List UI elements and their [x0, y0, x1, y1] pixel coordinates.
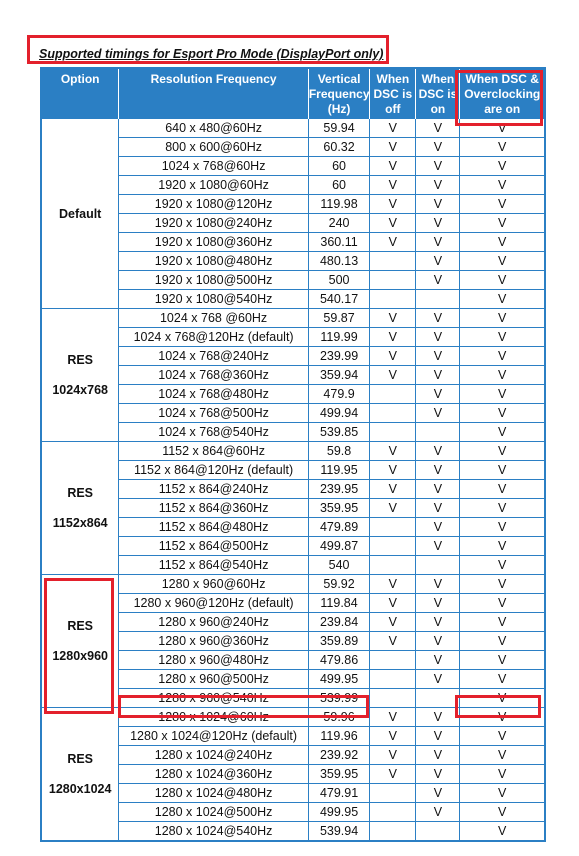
- resolution-cell: 1024 x 768@480Hz: [119, 385, 309, 404]
- vertical-frequency-cell: 59.87: [308, 309, 369, 328]
- table-caption: Supported timings for Esport Pro Mode (DisplayPort only): [39, 47, 384, 61]
- dsc-overclocking-cell: V: [460, 423, 545, 442]
- dsc-off-cell: [370, 404, 416, 423]
- dsc-overclocking-cell: V: [460, 157, 545, 176]
- vertical-frequency-cell: 500: [308, 271, 369, 290]
- dsc-off-cell: [370, 670, 416, 689]
- dsc-overclocking-cell: V: [460, 746, 545, 765]
- option-group-cell: [41, 708, 119, 842]
- dsc-overclocking-cell: V: [460, 214, 545, 233]
- dsc-overclocking-cell: V: [460, 119, 545, 138]
- vertical-frequency-cell: 239.95: [308, 480, 369, 499]
- vertical-frequency-cell: 480.13: [308, 252, 369, 271]
- dsc-off-cell: V: [370, 347, 416, 366]
- dsc-overclocking-cell: V: [460, 290, 545, 309]
- vertical-frequency-cell: 239.84: [308, 613, 369, 632]
- resolution-cell: 1280 x 960@500Hz: [119, 670, 309, 689]
- vertical-frequency-cell: 359.89: [308, 632, 369, 651]
- dsc-on-cell: V: [416, 708, 460, 727]
- dsc-overclocking-cell: V: [460, 233, 545, 252]
- dsc-on-cell: V: [416, 404, 460, 423]
- dsc-overclocking-cell: V: [460, 366, 545, 385]
- option-group-label: 1280x960: [52, 649, 108, 663]
- resolution-cell: 1280 x 960@540Hz: [119, 689, 309, 708]
- resolution-cell: 1024 x 768@60Hz: [119, 157, 309, 176]
- resolution-cell: 1920 x 1080@60Hz: [119, 176, 309, 195]
- dsc-overclocking-cell: V: [460, 765, 545, 784]
- dsc-on-cell: [416, 689, 460, 708]
- dsc-on-cell: V: [416, 613, 460, 632]
- resolution-cell: 1024 x 768 @60Hz: [119, 309, 309, 328]
- vertical-frequency-cell: 119.98: [308, 195, 369, 214]
- dsc-on-cell: V: [416, 746, 460, 765]
- option-group-label: Default: [58, 206, 102, 221]
- dsc-off-cell: [370, 290, 416, 309]
- dsc-on-cell: V: [416, 347, 460, 366]
- dsc-overclocking-cell: V: [460, 328, 545, 347]
- dsc-overclocking-cell: V: [460, 499, 545, 518]
- vertical-frequency-cell: 499.95: [308, 670, 369, 689]
- dsc-off-cell: V: [370, 746, 416, 765]
- dsc-overclocking-cell: V: [460, 613, 545, 632]
- dsc-on-cell: V: [416, 784, 460, 803]
- vertical-frequency-cell: 539.94: [308, 822, 369, 842]
- option-group-cell: [41, 309, 119, 442]
- option-group-label: RES: [67, 619, 94, 633]
- dsc-off-cell: V: [370, 480, 416, 499]
- option-group-label: RES: [67, 486, 94, 500]
- header-dsc-overclocking: When DSC & Overclocking are on: [460, 68, 545, 119]
- dsc-on-cell: V: [416, 176, 460, 195]
- vertical-frequency-cell: 479.91: [308, 784, 369, 803]
- dsc-off-cell: V: [370, 138, 416, 157]
- vertical-frequency-cell: 479.89: [308, 518, 369, 537]
- dsc-on-cell: V: [416, 765, 460, 784]
- option-group-cell: [41, 575, 119, 708]
- vertical-frequency-cell: 240: [308, 214, 369, 233]
- vertical-frequency-cell: 119.84: [308, 594, 369, 613]
- table-body: [41, 119, 545, 842]
- dsc-off-cell: [370, 556, 416, 575]
- dsc-on-cell: V: [416, 594, 460, 613]
- vertical-frequency-cell: 119.95: [308, 461, 369, 480]
- dsc-overclocking-cell: V: [460, 556, 545, 575]
- dsc-overclocking-cell: V: [460, 347, 545, 366]
- vertical-frequency-cell: 119.96: [308, 727, 369, 746]
- dsc-off-cell: V: [370, 195, 416, 214]
- dsc-off-cell: V: [370, 765, 416, 784]
- dsc-overclocking-cell: V: [460, 271, 545, 290]
- resolution-cell: 1920 x 1080@500Hz: [119, 271, 309, 290]
- resolution-cell: 1280 x 1024@60Hz: [119, 708, 309, 727]
- vertical-frequency-cell: 499.87: [308, 537, 369, 556]
- dsc-off-cell: [370, 385, 416, 404]
- resolution-cell: 1280 x 1024@540Hz: [119, 822, 309, 842]
- option-group-label: 1024x768: [52, 383, 108, 397]
- dsc-on-cell: V: [416, 271, 460, 290]
- vertical-frequency-cell: 359.94: [308, 366, 369, 385]
- resolution-cell: 1920 x 1080@480Hz: [119, 252, 309, 271]
- dsc-on-cell: V: [416, 518, 460, 537]
- vertical-frequency-cell: 540: [308, 556, 369, 575]
- dsc-overclocking-cell: V: [460, 404, 545, 423]
- vertical-frequency-cell: 539.99: [308, 689, 369, 708]
- dsc-on-cell: [416, 556, 460, 575]
- vertical-frequency-cell: 59.92: [308, 575, 369, 594]
- vertical-frequency-cell: 59.94: [308, 119, 369, 138]
- dsc-overclocking-cell: V: [460, 518, 545, 537]
- resolution-cell: 640 x 480@60Hz: [119, 119, 309, 138]
- dsc-overclocking-cell: V: [460, 442, 545, 461]
- supported-timings-table: [40, 67, 546, 842]
- header-vertical-frequency: Vertical Frequency (Hz): [308, 68, 369, 119]
- vertical-frequency-cell: 499.95: [308, 803, 369, 822]
- table-row: [41, 309, 545, 328]
- dsc-off-cell: V: [370, 157, 416, 176]
- vertical-frequency-cell: 539.85: [308, 423, 369, 442]
- dsc-off-cell: [370, 689, 416, 708]
- vertical-frequency-cell: 60: [308, 157, 369, 176]
- vertical-frequency-cell: 479.86: [308, 651, 369, 670]
- resolution-cell: 1280 x 1024@500Hz: [119, 803, 309, 822]
- vertical-frequency-cell: 479.9: [308, 385, 369, 404]
- resolution-cell: 1920 x 1080@360Hz: [119, 233, 309, 252]
- header-dsc-off: When DSC is off: [370, 68, 416, 119]
- resolution-cell: 1152 x 864@60Hz: [119, 442, 309, 461]
- table-row: [41, 442, 545, 461]
- dsc-on-cell: V: [416, 233, 460, 252]
- dsc-off-cell: V: [370, 575, 416, 594]
- dsc-overclocking-cell: V: [460, 138, 545, 157]
- resolution-cell: 800 x 600@60Hz: [119, 138, 309, 157]
- dsc-overclocking-cell: V: [460, 822, 545, 842]
- dsc-overclocking-cell: V: [460, 670, 545, 689]
- dsc-on-cell: V: [416, 214, 460, 233]
- dsc-off-cell: [370, 423, 416, 442]
- resolution-cell: 1280 x 1024@480Hz: [119, 784, 309, 803]
- dsc-on-cell: V: [416, 309, 460, 328]
- dsc-on-cell: V: [416, 442, 460, 461]
- vertical-frequency-cell: 60: [308, 176, 369, 195]
- dsc-overclocking-cell: V: [460, 689, 545, 708]
- dsc-off-cell: [370, 822, 416, 842]
- option-group-cell: [41, 119, 119, 309]
- dsc-off-cell: V: [370, 176, 416, 195]
- dsc-overclocking-cell: V: [460, 632, 545, 651]
- header-dsc-on: When DSC is on: [416, 68, 460, 119]
- dsc-overclocking-cell: V: [460, 309, 545, 328]
- dsc-overclocking-cell: V: [460, 385, 545, 404]
- vertical-frequency-cell: 119.99: [308, 328, 369, 347]
- resolution-cell: 1280 x 960@360Hz: [119, 632, 309, 651]
- dsc-off-cell: V: [370, 309, 416, 328]
- option-group-label: 1152x864: [52, 516, 108, 530]
- dsc-on-cell: V: [416, 119, 460, 138]
- dsc-on-cell: V: [416, 195, 460, 214]
- dsc-off-cell: V: [370, 708, 416, 727]
- resolution-cell: 1280 x 960@60Hz: [119, 575, 309, 594]
- vertical-frequency-cell: 540.17: [308, 290, 369, 309]
- dsc-on-cell: V: [416, 252, 460, 271]
- dsc-on-cell: V: [416, 461, 460, 480]
- dsc-off-cell: V: [370, 442, 416, 461]
- dsc-overclocking-cell: V: [460, 708, 545, 727]
- dsc-overclocking-cell: V: [460, 195, 545, 214]
- resolution-cell: 1152 x 864@500Hz: [119, 537, 309, 556]
- option-group-label: RES: [67, 752, 94, 766]
- dsc-on-cell: V: [416, 499, 460, 518]
- resolution-cell: 1152 x 864@360Hz: [119, 499, 309, 518]
- dsc-off-cell: V: [370, 233, 416, 252]
- vertical-frequency-cell: 60.32: [308, 138, 369, 157]
- dsc-on-cell: [416, 290, 460, 309]
- resolution-cell: 1024 x 768@120Hz (default): [119, 328, 309, 347]
- vertical-frequency-cell: 59.96: [308, 708, 369, 727]
- dsc-on-cell: V: [416, 537, 460, 556]
- dsc-off-cell: V: [370, 632, 416, 651]
- vertical-frequency-cell: 59.8: [308, 442, 369, 461]
- resolution-cell: 1152 x 864@240Hz: [119, 480, 309, 499]
- dsc-off-cell: V: [370, 119, 416, 138]
- dsc-overclocking-cell: V: [460, 727, 545, 746]
- resolution-cell: 1920 x 1080@540Hz: [119, 290, 309, 309]
- dsc-on-cell: V: [416, 575, 460, 594]
- dsc-overclocking-cell: V: [460, 461, 545, 480]
- dsc-off-cell: V: [370, 328, 416, 347]
- table-header-row: [41, 68, 545, 119]
- resolution-cell: 1024 x 768@540Hz: [119, 423, 309, 442]
- resolution-cell: 1152 x 864@540Hz: [119, 556, 309, 575]
- dsc-overclocking-cell: V: [460, 252, 545, 271]
- dsc-off-cell: V: [370, 727, 416, 746]
- dsc-overclocking-cell: V: [460, 784, 545, 803]
- dsc-off-cell: [370, 271, 416, 290]
- table-row: [41, 708, 545, 727]
- vertical-frequency-cell: 239.92: [308, 746, 369, 765]
- dsc-off-cell: V: [370, 214, 416, 233]
- resolution-cell: 1024 x 768@500Hz: [119, 404, 309, 423]
- dsc-overclocking-cell: V: [460, 480, 545, 499]
- dsc-on-cell: V: [416, 480, 460, 499]
- resolution-cell: 1152 x 864@480Hz: [119, 518, 309, 537]
- resolution-cell: 1280 x 1024@240Hz: [119, 746, 309, 765]
- resolution-cell: 1280 x 960@120Hz (default): [119, 594, 309, 613]
- dsc-on-cell: V: [416, 727, 460, 746]
- dsc-on-cell: V: [416, 157, 460, 176]
- vertical-frequency-cell: 499.94: [308, 404, 369, 423]
- dsc-off-cell: [370, 518, 416, 537]
- dsc-on-cell: V: [416, 328, 460, 347]
- header-option: Option: [41, 68, 119, 119]
- header-resolution: Resolution Frequency: [119, 68, 309, 119]
- dsc-on-cell: [416, 822, 460, 842]
- resolution-cell: 1152 x 864@120Hz (default): [119, 461, 309, 480]
- vertical-frequency-cell: 239.99: [308, 347, 369, 366]
- dsc-off-cell: V: [370, 499, 416, 518]
- dsc-overclocking-cell: V: [460, 537, 545, 556]
- dsc-on-cell: V: [416, 366, 460, 385]
- vertical-frequency-cell: 360.11: [308, 233, 369, 252]
- table-row: [41, 575, 545, 594]
- vertical-frequency-cell: 359.95: [308, 765, 369, 784]
- dsc-off-cell: V: [370, 613, 416, 632]
- dsc-on-cell: V: [416, 670, 460, 689]
- resolution-cell: 1280 x 960@240Hz: [119, 613, 309, 632]
- vertical-frequency-cell: 359.95: [308, 499, 369, 518]
- dsc-overclocking-cell: V: [460, 594, 545, 613]
- dsc-on-cell: V: [416, 138, 460, 157]
- dsc-overclocking-cell: V: [460, 651, 545, 670]
- option-group-cell: [41, 442, 119, 575]
- dsc-off-cell: [370, 803, 416, 822]
- dsc-on-cell: V: [416, 385, 460, 404]
- resolution-cell: 1280 x 960@480Hz: [119, 651, 309, 670]
- dsc-off-cell: [370, 252, 416, 271]
- resolution-cell: 1024 x 768@240Hz: [119, 347, 309, 366]
- option-group-label: RES: [67, 353, 94, 367]
- dsc-overclocking-cell: V: [460, 575, 545, 594]
- dsc-overclocking-cell: V: [460, 176, 545, 195]
- dsc-on-cell: V: [416, 651, 460, 670]
- table-row: [41, 119, 545, 138]
- dsc-off-cell: V: [370, 461, 416, 480]
- dsc-on-cell: [416, 423, 460, 442]
- dsc-on-cell: V: [416, 632, 460, 651]
- resolution-cell: 1920 x 1080@240Hz: [119, 214, 309, 233]
- option-group-label: 1280x1024: [48, 782, 112, 796]
- dsc-off-cell: [370, 784, 416, 803]
- dsc-off-cell: V: [370, 366, 416, 385]
- dsc-on-cell: V: [416, 803, 460, 822]
- resolution-cell: 1920 x 1080@120Hz: [119, 195, 309, 214]
- dsc-off-cell: [370, 537, 416, 556]
- resolution-cell: 1280 x 1024@360Hz: [119, 765, 309, 784]
- resolution-cell: 1024 x 768@360Hz: [119, 366, 309, 385]
- dsc-off-cell: V: [370, 594, 416, 613]
- resolution-cell: 1280 x 1024@120Hz (default): [119, 727, 309, 746]
- dsc-off-cell: [370, 651, 416, 670]
- dsc-overclocking-cell: V: [460, 803, 545, 822]
